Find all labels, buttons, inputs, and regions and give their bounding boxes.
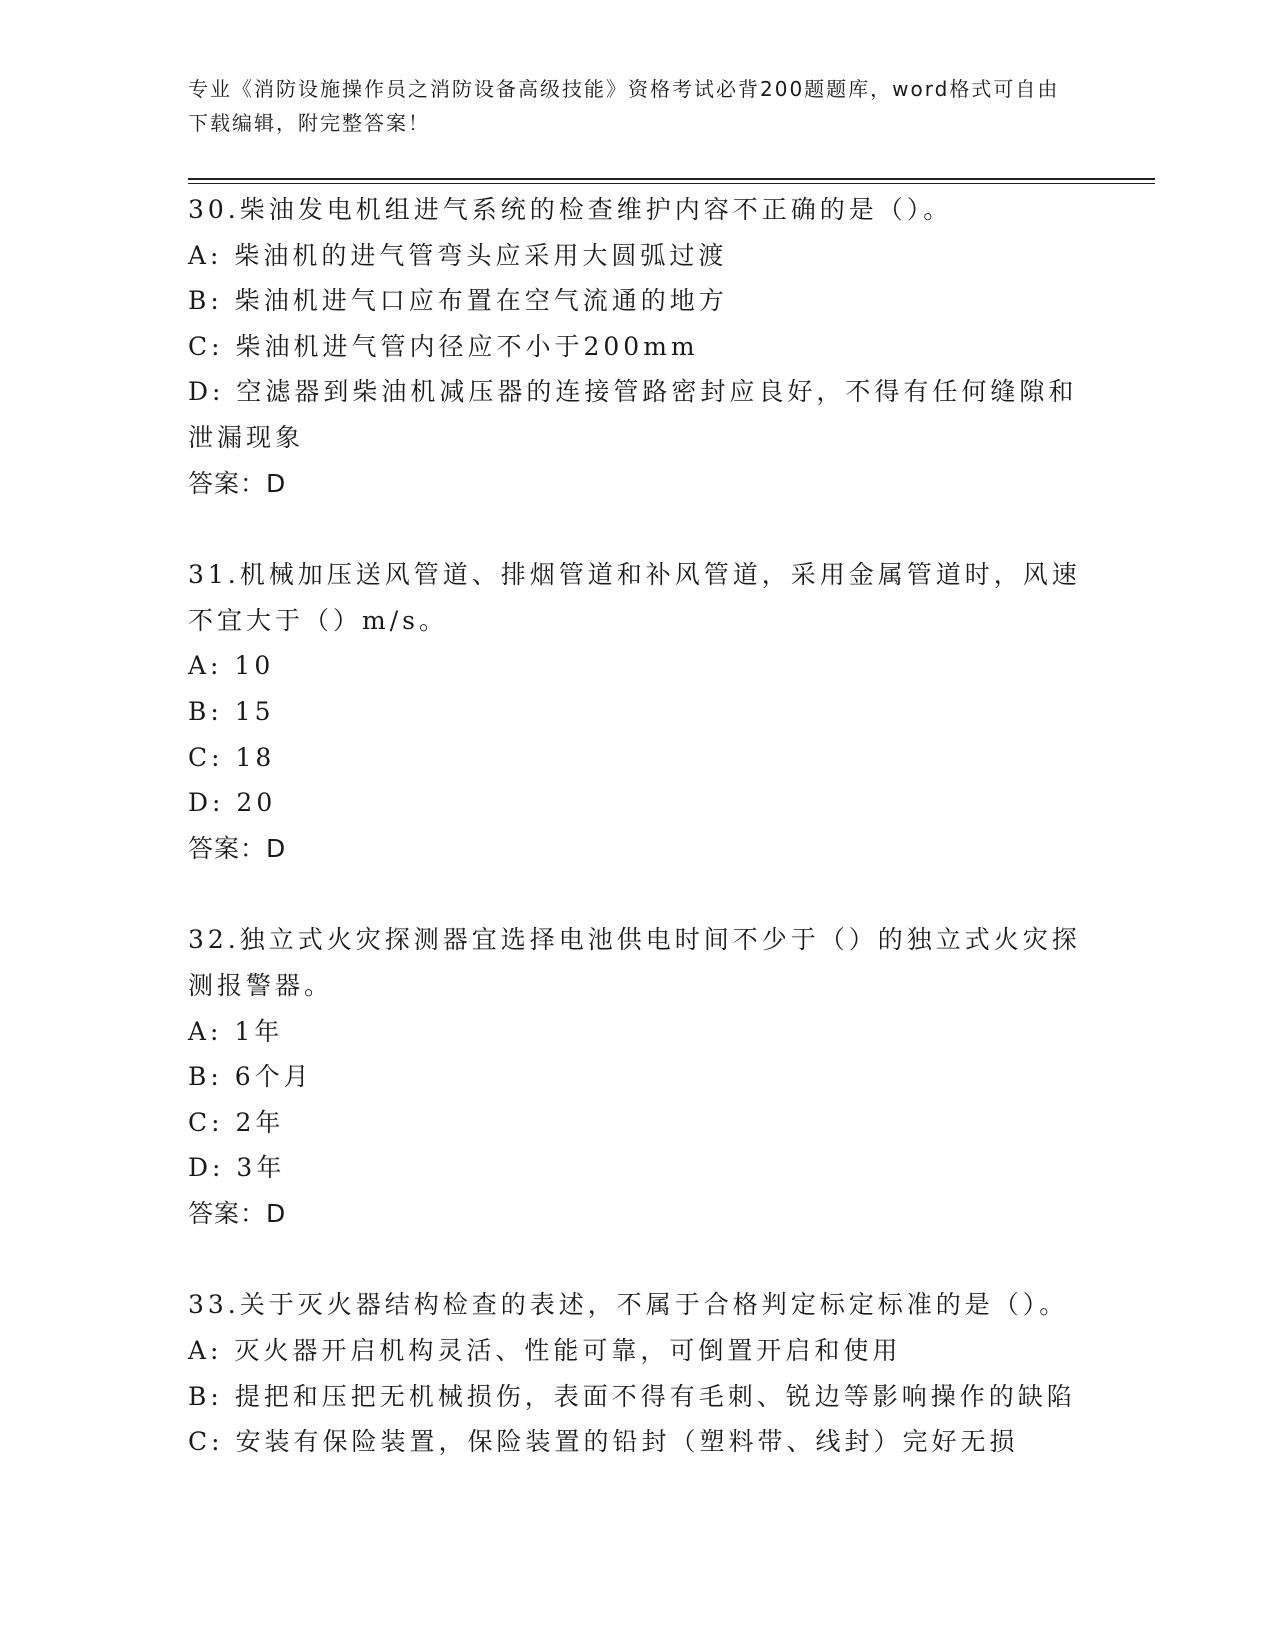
question-33 <box>188 1282 1088 1464</box>
question-30 <box>188 187 1088 506</box>
question-31 <box>188 552 1088 871</box>
option-c: C: 18 <box>188 742 276 772</box>
option-b: B: 15 <box>188 696 275 726</box>
option-b: B: 柴油机进气口应布置在空气流通的地方 <box>188 286 728 316</box>
header-divider <box>188 178 1155 184</box>
question-stem: 31.机械加压送风管道、排烟管道和补风管道，采用金属管道时，风速不宜大于（）m/s。 <box>188 560 1081 635</box>
answer-label: 答案：D <box>188 1198 287 1228</box>
option-a: A: 1年 <box>188 1016 284 1046</box>
option-a: A: 柴油机的进气管弯头应采用大圆弧过渡 <box>188 240 728 270</box>
option-d: D: 3年 <box>188 1153 286 1183</box>
answer-label: 答案：D <box>188 833 287 863</box>
question-stem: 33.关于灭火器结构检查的表述，不属于合格判定标定标准的是（）。 <box>188 1290 1069 1320</box>
option-c: C: 2年 <box>188 1107 285 1137</box>
option-c: C: 柴油机进气管内径应不小于200mm <box>188 331 699 361</box>
question-stem: 32.独立式火灾探测器宜选择电池供电时间不少于（）的独立式火灾探测报警器。 <box>188 925 1081 1000</box>
option-b: B: 6个月 <box>188 1062 313 1092</box>
option-c: C: 安装有保险装置，保险装置的铅封（塑料带、线封）完好无损 <box>188 1427 1019 1457</box>
option-b: B: 提把和压把无机械损伤，表面不得有毛刺、锐边等影响操作的缺陷 <box>188 1381 1076 1411</box>
document-header: 专业《消防设施操作员之消防设备高级技能》资格考试必背200题题库，word格式可自由下载编辑，附完整答案！ <box>188 77 1060 135</box>
question-stem: 30.柴油发电机组进气系统的检查维护内容不正确的是（）。 <box>188 195 953 224</box>
option-a: A: 灭火器开启机构灵活、性能可靠，可倒置开启和使用 <box>188 1336 902 1366</box>
option-d: D: 20 <box>188 788 277 818</box>
answer-label: 答案：D <box>188 468 287 498</box>
question-list <box>188 187 1088 1511</box>
option-a: A: 10 <box>188 651 275 681</box>
option-d: D: 空滤器到柴油机减压器的连接管路密封应良好，不得有任何缝隙和泄漏现象 <box>188 377 1078 452</box>
question-32 <box>188 917 1088 1236</box>
